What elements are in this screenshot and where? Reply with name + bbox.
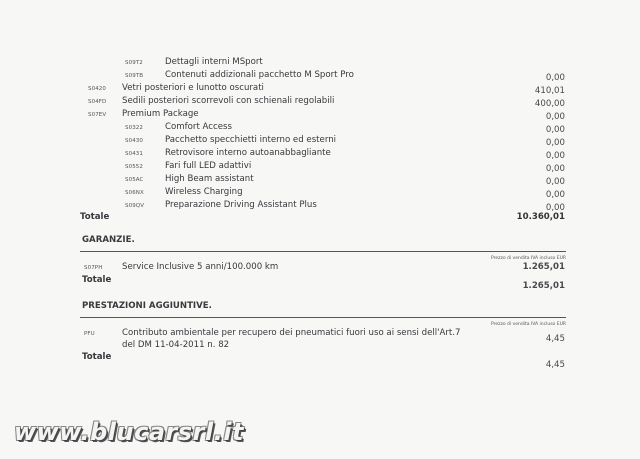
option-code: S09QV (125, 203, 145, 209)
garanzie-total-label: Totale (82, 275, 112, 285)
option-description: Vetri posteriori e lunotto oscurati (122, 83, 264, 93)
divider (80, 251, 566, 252)
option-code: S09T2 (125, 60, 143, 66)
option-value: 0,00 (545, 73, 565, 83)
option-description: Dettagli interni MSport (165, 57, 263, 67)
option-description: Pacchetto specchietti interno ed esterni (165, 135, 337, 145)
option-description: Contenuti addizionali pacchetto M Sport Pro (165, 70, 354, 80)
option-value: 0,00 (545, 177, 565, 187)
option-value: 0,00 (545, 138, 565, 148)
option-code: S06NX (125, 190, 144, 196)
divider (80, 317, 566, 318)
option-description: Premium Package (122, 109, 199, 119)
option-description: Retrovisore interno autoanabbagliante (165, 148, 331, 158)
option-value: 400,00 (534, 99, 565, 109)
prestazioni-total-label: Totale (82, 352, 112, 362)
option-value: 0,00 (545, 164, 565, 174)
item-description-line1: Contributo ambientale per recupero dei pneumatici fuori uso ai sensi dell'Art.7 (122, 328, 461, 338)
option-code: S0430 (125, 138, 143, 144)
option-value: 0,00 (545, 151, 565, 161)
option-code: S09TB (125, 73, 144, 79)
price-note: Prezzo di vendita IVA incluso EUR (490, 322, 566, 327)
option-code: S0552 (125, 164, 143, 170)
options-total-value: 10.360,01 (516, 212, 565, 222)
option-value: 0,00 (545, 203, 565, 213)
option-code: S07EV (88, 112, 107, 118)
section-title-garanzie: GARANZIE. (82, 235, 135, 245)
item-description: Service Inclusive 5 anni/100.000 km (122, 262, 279, 272)
price-note: Prezzo di vendita IVA incluso EUR (490, 256, 566, 261)
option-description: Sedili posteriori scorrevoli con schienali regolabili (122, 96, 335, 106)
option-code: S04FD (88, 99, 107, 105)
option-description: Wireless Charging (165, 187, 243, 197)
garanzie-total-value: 1.265,01 (522, 281, 565, 291)
option-code: S0322 (125, 125, 143, 131)
option-code: S0420 (88, 86, 106, 92)
item-value: 4,45 (545, 334, 565, 344)
section-title-prestazioni: PRESTAZIONI AGGIUNTIVE. (82, 301, 212, 311)
option-description: Preparazione Driving Assistant Plus (165, 200, 317, 210)
option-code: S05AC (125, 177, 144, 183)
item-code: PFU (84, 331, 95, 337)
prestazioni-total-value: 4,45 (545, 360, 565, 370)
option-description: High Beam assistant (165, 174, 254, 184)
option-value: 0,00 (545, 112, 565, 122)
option-code: S0431 (125, 151, 143, 157)
option-value: 0,00 (545, 125, 565, 135)
watermark-logo: www.blucarsrl.it (14, 418, 245, 446)
option-value: 410,01 (534, 86, 565, 96)
option-value: 0,00 (545, 190, 565, 200)
item-value: 1.265,01 (522, 262, 565, 272)
item-code: S07PH (84, 265, 103, 271)
item-description-line2: del DM 11-04-2011 n. 82 (122, 340, 230, 350)
option-description: Fari full LED adattivi (165, 161, 252, 171)
options-total-label: Totale (80, 212, 110, 222)
option-description: Comfort Access (165, 122, 232, 132)
